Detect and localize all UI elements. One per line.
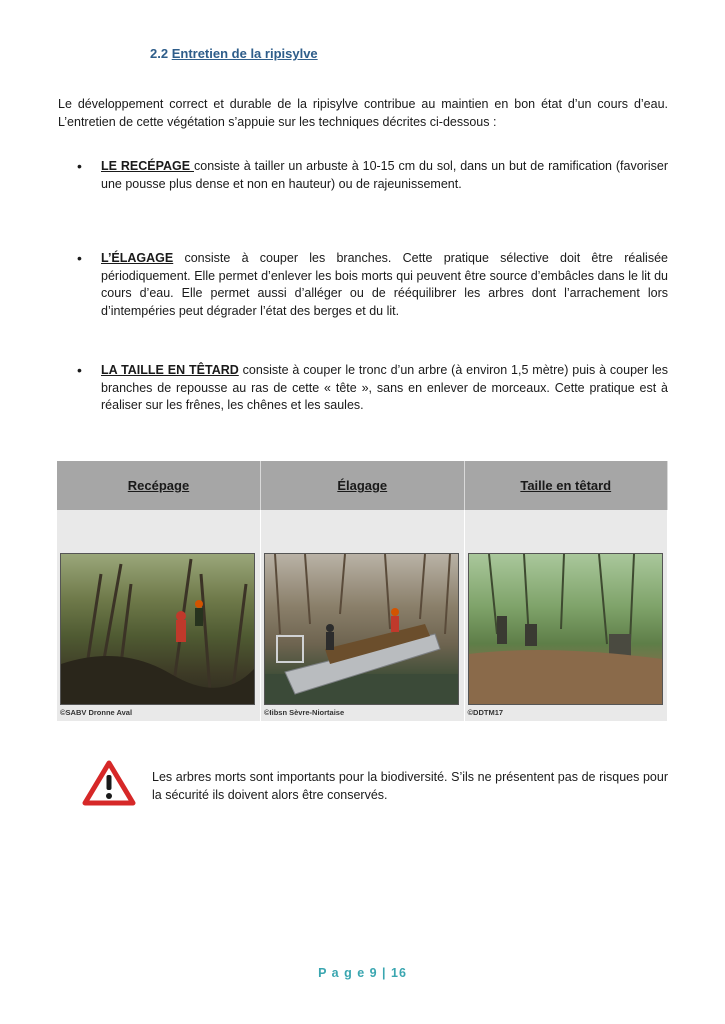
page-number: P a g e 9 | 16 [318,966,407,980]
column-header-tetard: Taille en têtard [464,461,668,510]
photo-credit: ©DDTM17 [467,708,504,717]
bullet-recepage [77,158,668,193]
column-header-recepage: Recépage [57,461,261,510]
bullet-dot-icon: • [77,250,82,266]
bullet-term: LE RECÉPAGE [101,159,194,173]
photo-credit: ©Iibsn Sèvre-Niortaise [264,708,345,717]
photo-cell [261,510,465,721]
tetard-photo [468,553,663,705]
bullet-text: consiste à tailler un arbuste à 10-15 cm du sol, dans un but de ramification (favoriser une pousse plus dense et non en hauteur) ou de rajeunissement. [101,159,668,191]
photo-cell [57,510,261,721]
photo-table [57,461,668,721]
intro-paragraph: Le développement correct et durable de la ripisylve contribue au maintien en bon état d’un cours d’eau. L’entretien de cette végétation s’appuie sur les techniques décrites ci-dessous : [58,97,668,129]
column-header-elagage: Élagage [261,461,465,510]
recepage-photo [60,553,255,705]
bullet-text: consiste à couper le tronc d’un arbre (à environ 1,5 mètre) puis à couper les branches de repousse au ras de cette « tête », sans en enlever de morceaux. Cette pratique est à réaliser sur les frênes, les chênes et les saules. [101,363,669,412]
recepage-photo-illustration [61,554,254,704]
bullet-elagage [77,250,668,320]
photo-cell [464,510,668,721]
photo-credit: ©SABV Dronne Aval [60,708,133,717]
bullet-taille-tetard [77,362,669,415]
section-heading [150,46,318,61]
table-photo-row [57,510,668,721]
section-number: 2.2 [150,46,169,61]
table-header-row [57,461,668,510]
tetard-photo-illustration [469,554,662,704]
bullet-term: L’ÉLAGAGE [101,251,174,265]
bullet-dot-icon: • [77,362,82,378]
warning-triangle-icon [82,760,136,806]
bullet-term: LA TAILLE EN TÊTARD [101,363,239,377]
elagage-photo-illustration [265,554,458,704]
section-title: Entretien de la ripisylve [171,46,318,61]
bullet-dot-icon: • [77,158,82,174]
bullet-text: consiste à couper les branches. Cette pratique sélective doit être réalisée périodiquement. Elle permet d’enlever les bois morts qui peuvent être source d’embâcles dans le lit du cours d’eau. Elle permet aussi d’alléger ou de rééquilibrer les arbres dont l’arrachement lors d’intempéries peut dégrader l’état des berges et du lit. [101,251,668,318]
elagage-photo [264,553,459,705]
warning-text: Les arbres morts sont importants pour la biodiversité. S’ils ne présentent pas de risques pour la sécurité ils doivent alors être conservés. [152,770,668,802]
